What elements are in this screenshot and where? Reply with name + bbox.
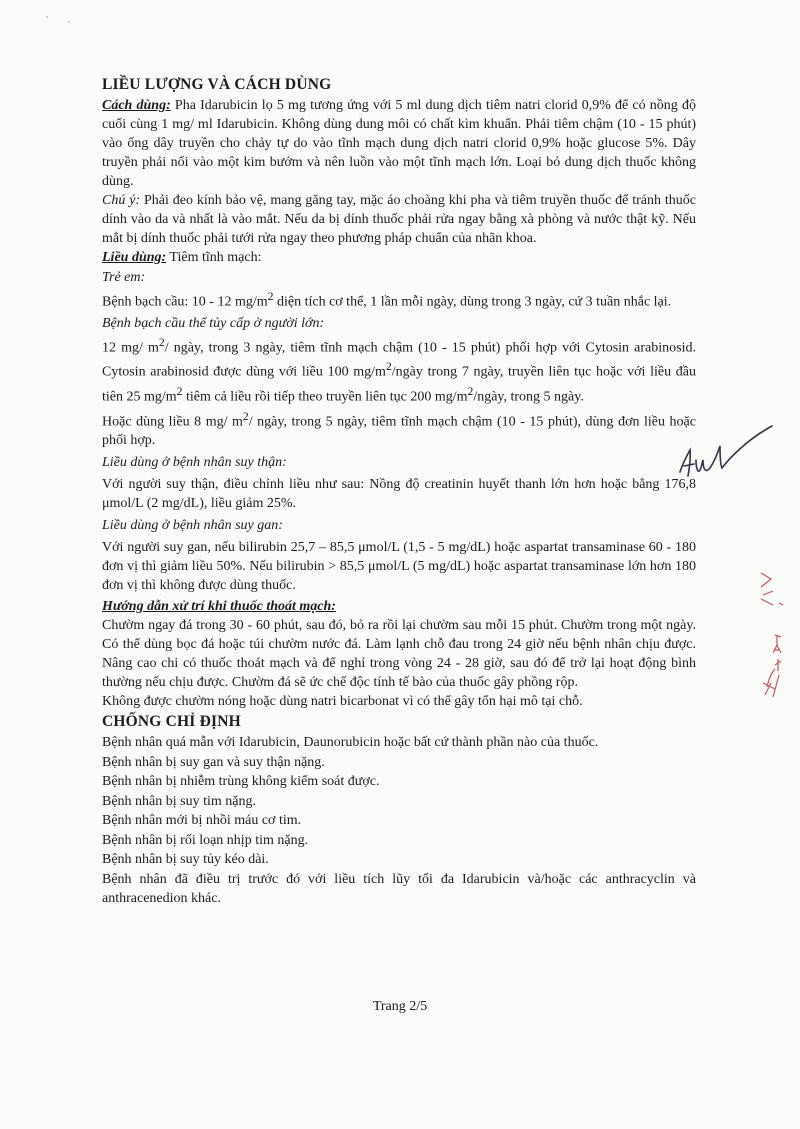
children-dose-a: Bệnh bạch cầu: 10 - 12 mg/m (102, 294, 268, 310)
list-item: Bệnh nhân bị suy tim nặng. (102, 793, 256, 809)
red-stamp-fragment (755, 565, 795, 715)
alt-dose-b: / ngày, trong 5 ngày, tiêm tĩnh mạch chậm (10 - 15 phút), dùng đơn liều hoặc phối hợp. (102, 414, 696, 449)
note-paragraph (102, 191, 696, 248)
note-text: Phải đeo kính bảo vệ, mang găng tay, mặc áo choàng khi pha và tiêm truyền thuốc để tránh thuốc dính vào da và nhất là vào mắt. Nếu da bị dính thuốc phải rửa ngay bằng xà phòng và nước thật kỹ. Nếu mắt bị dính thuốc phải tưới rửa ngay theo phương pháp chuẩn của nhãn khoa. (102, 193, 696, 246)
alt-dose (102, 407, 696, 451)
document-page (102, 74, 696, 909)
no-hot-compress: Không được chườm nóng hoặc dùng natri bicarbonat vì có thể gây tổn hại mô tại chỗ. (102, 694, 583, 710)
children-dose (102, 287, 696, 312)
adult-dose-b: / ngày, trong 3 ngày, tiêm tĩnh mạch chậm (10 - 15 phút) phối hợp với Cytosin arabinosid. Cytosin arabinosid được dùng với liều 100 mg/m (102, 340, 696, 380)
alt-dose-a: Hoặc dùng liều 8 mg/ m (102, 414, 243, 430)
adult-dose-a: 12 mg/ m (102, 340, 159, 356)
adult-dose-e: /ngày, trong 5 ngày. (473, 389, 584, 405)
children-heading: Trẻ em: (102, 270, 146, 285)
list-item: Bệnh nhân bị suy gan và suy thận nặng. (102, 754, 325, 770)
extravasation-heading (102, 597, 696, 616)
list-item: Bệnh nhân bị rối loạn nhịp tim nặng. (102, 832, 309, 848)
scan-speck (46, 16, 48, 18)
note-label: Chú ý: (102, 193, 141, 208)
dose-label: Liều dùng: (102, 250, 167, 265)
renal-heading: Liều dùng ở bệnh nhân suy thận: (102, 455, 287, 471)
scan-speck (68, 21, 70, 23)
contraindication-list (102, 733, 696, 909)
renal-text: Với người suy thận, điều chỉnh liều như sau: Nồng độ creatinin huyết thanh lớn hơn hoặc bằng 176,8 μmol/L (2 mg/dL), liều giảm 25%. (102, 477, 696, 512)
superscript: 2 (158, 335, 165, 349)
dose-text: Tiêm tĩnh mạch: (166, 250, 262, 265)
extravasation-label: Hướng dẫn xử trí khi thuốc thoát mạch: (102, 599, 336, 615)
section-title-contraindications: CHỐNG CHỈ ĐỊNH (102, 713, 241, 731)
signature-mark (676, 420, 776, 490)
superscript: 2 (176, 384, 183, 398)
list-item: Bệnh nhân bị suy tủy kéo dài. (102, 852, 269, 868)
children-dose-b: diện tích cơ thể, 1 lần mỗi ngày, dùng trong 3 ngày, cứ 3 tuần nhắc lại. (273, 294, 672, 310)
adult-heading: Bệnh bạch cầu thể tủy cấp ở người lớn: (102, 315, 325, 331)
adult-dose (102, 333, 696, 407)
list-item: Bệnh nhân quá mẫn với Idarubicin, Daunorubicin hoặc bất cứ thành phần nào của thuốc. (102, 735, 599, 751)
adult-dose-d: tiêm cả liều rồi tiếp theo truyền liên tục 200 mg/m (182, 389, 468, 405)
list-item: Bệnh nhân mới bị nhồi máu cơ tim. (102, 813, 302, 829)
superscript: 2 (267, 290, 274, 303)
hepatic-heading: Liều dùng ở bệnh nhân suy gan: (102, 518, 283, 534)
list-item: Bệnh nhân đã điều trị trước đó với liều tích lũy tối đa Idarubicin và/hoặc các anthracyclin và anthracenedion khác. (102, 871, 696, 907)
dose-paragraph (102, 248, 696, 267)
list-item: Bệnh nhân bị nhiễm trùng không kiểm soát được. (102, 774, 380, 790)
superscript: 2 (467, 384, 474, 398)
section-title-dosage: LIỀU LƯỢNG VÀ CÁCH DÙNG (102, 76, 332, 93)
usage-label: Cách dùng: (102, 98, 171, 113)
usage-text: Pha Idarubicin lọ 5 mg tương ứng với 5 ml dung dịch tiêm natri clorid 0,9% để có nồng độ cuối cùng 1 mg/ ml Idarubicin. Không dùng dung môi có chất kìm khuẩn. Phải tiêm chậm (10 - 15 phút) vào ống dây truyền cho chảy tự do vào tĩnh mạch dung dịch natri clorid 0,9% hoặc glucose 5%. Dây truyền phải nối vào một kim bướm và nên luồn vào một tĩnh mạch lớn. Loại bỏ dung dịch thuốc không dùng. (102, 98, 696, 189)
superscript: 2 (242, 409, 249, 423)
adult-dose-c: /ngày trong 7 ngày, truyền liên tục hoặc với liều đầu tiên 25 mg/m (102, 364, 697, 405)
hepatic-text: Với người suy gan, nếu bilirubin 25,7 – 85,5 μmol/L (1,5 - 5 mg/dL) hoặc aspartat transaminase 60 - 180 đơn vị thì giảm liều 50%. Nếu bilirubin > 85,5 μmol/L (5 mg/dL) hoặc aspartat transaminase lớn hơn 180 đơn vị thì không được dùng thuốc. (102, 540, 696, 594)
superscript: 2 (385, 360, 392, 374)
page-number: Trang 2/5 (372, 999, 428, 1014)
usage-paragraph (102, 96, 696, 191)
extravasation-text: Chườm ngay đá trong 30 - 60 phút, sau đó, bỏ ra rồi lại chườm sau mỗi 15 phút. Chườm trong một ngày. Có thể dùng bọc đá hoặc túi chườm nước đá. Làm lạnh chỗ đau trong 24 giờ nếu bệnh nhân chịu được. Nâng cao chi có thuốc thoát mạch và để nghỉ trong vòng 24 - 28 giờ, sau đó để trở lại hoạt động bình thường nếu chịu được. Chườm đá sẽ ức chế độc tính tế bào của thuốc gây phồng rộp. (102, 618, 696, 691)
